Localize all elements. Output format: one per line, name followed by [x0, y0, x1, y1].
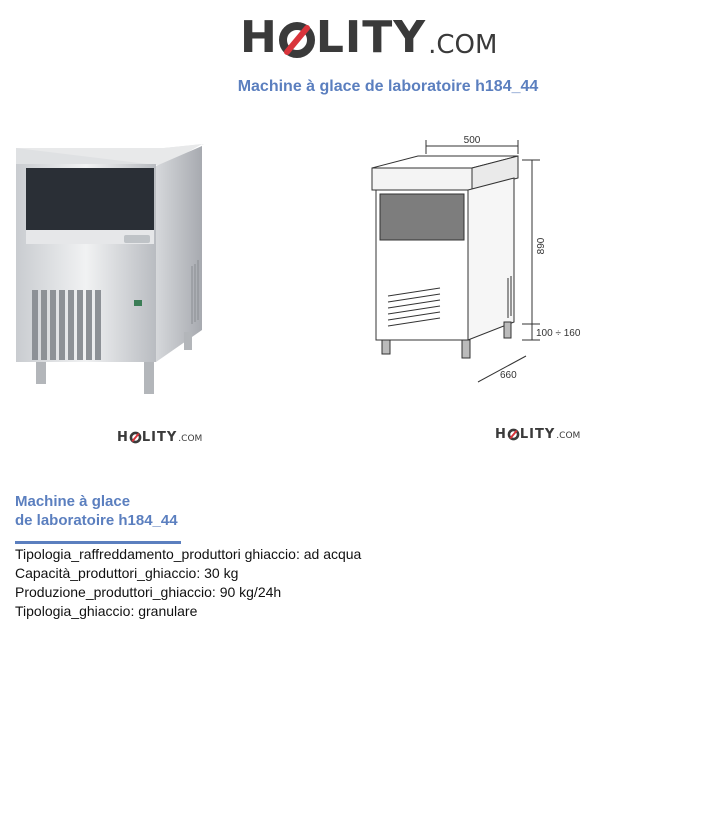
dim-depth-label: 660: [500, 370, 517, 381]
technical-drawing: [366, 128, 596, 388]
logo-ring-icon: [278, 20, 316, 60]
page-title: Machine à glace de laboratoire h184_44: [237, 78, 539, 95]
logo-suffix: .COM: [556, 431, 581, 441]
logo-text-end: LITY: [141, 430, 178, 445]
logo-text-start: H: [495, 427, 507, 442]
product-photo: [10, 140, 210, 402]
spec-item: Produzione_produttori_ghiaccio: 90 kg/24h: [15, 584, 282, 600]
holity-logo[interactable]: [240, 12, 498, 63]
spec-item: Capacità_produttori_ghiaccio: 30 kg: [15, 565, 239, 581]
product-heading: [15, 492, 178, 530]
spec-list: [15, 545, 375, 621]
spec-item: Tipologia_ghiaccio: granulare: [15, 603, 198, 619]
heading-rule: [15, 541, 181, 544]
holity-logo-small: [117, 431, 202, 444]
logo-suffix: .COM: [428, 30, 498, 60]
dim-legs-label: 100 ÷ 160: [536, 328, 581, 339]
heading-line-2: de laboratoire h184_44: [15, 512, 178, 529]
spec-item: Tipologia_raffreddamento_produttori ghiaccio: ad acqua: [15, 546, 362, 562]
logo-text-end: LITY: [519, 427, 556, 442]
logo-text-end: LITY: [315, 12, 427, 63]
logo-ring-icon: [129, 431, 142, 444]
logo-text-start: H: [117, 430, 129, 445]
logo-suffix: .COM: [178, 434, 203, 444]
dim-height-label: 890: [536, 237, 547, 255]
dim-width-label: 500: [463, 135, 481, 146]
heading-line-1: Machine à glace: [15, 493, 131, 510]
logo-text-start: H: [240, 12, 278, 63]
logo-ring-icon: [507, 428, 520, 441]
holity-logo-small: [495, 428, 580, 441]
